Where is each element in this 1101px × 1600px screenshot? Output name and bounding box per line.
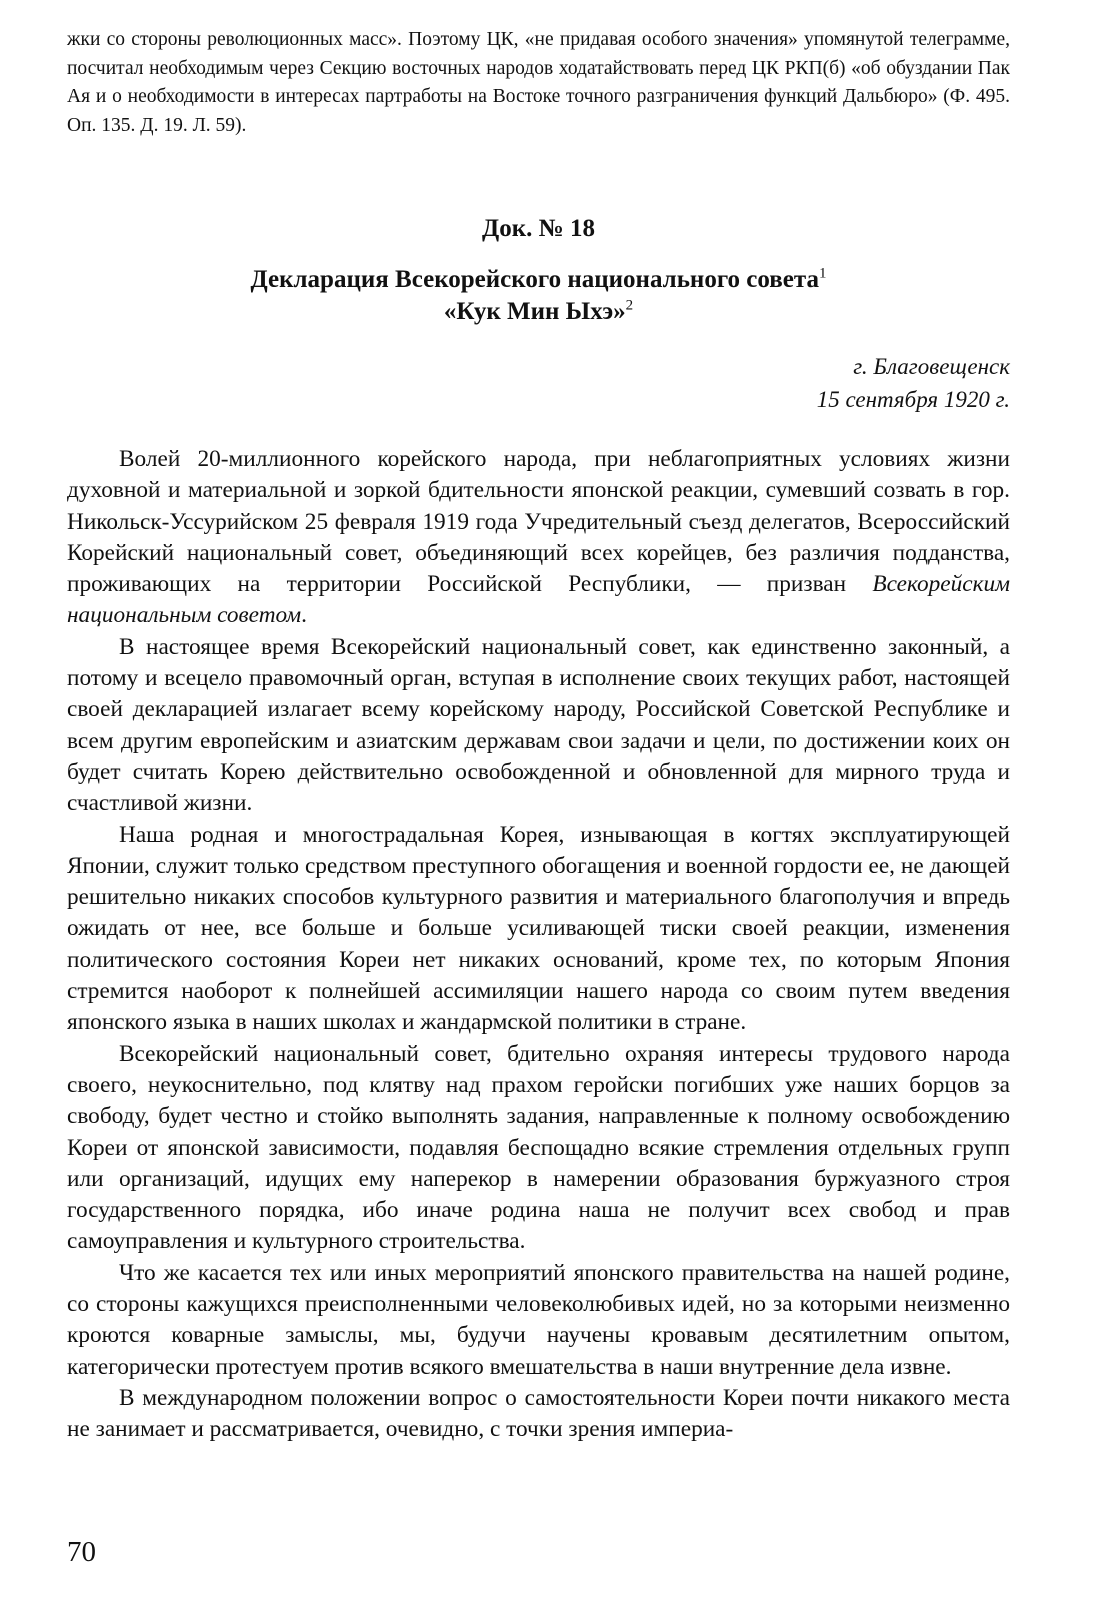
paragraph-6: В международном положении вопрос о самостоятельности Кореи почти никакого места не занимает и рассматривается, очевидно, с точки зрения империа- <box>67 1384 1010 1443</box>
document-page <box>67 26 1010 1446</box>
document-title-line-1 <box>67 264 1010 296</box>
document-title-line-2 <box>67 296 1010 328</box>
document-date: 15 сентября 1920 г. <box>816 387 1010 412</box>
document-place: г. Благовещенск <box>853 354 1010 379</box>
place-and-date <box>67 350 1010 416</box>
footnote-marker-1: 1 <box>818 265 827 282</box>
previous-document-footnote: жки со стороны революционных масс». Поэтому ЦК, «не придавая особого значения» упомянутой телеграмме, посчитал необходимым через Секцию восточных народов ходатайствовать перед ЦК РКП(б) «об обуздании Пак Ая и о необходимости в интересах партработы на Востоке точного разграничения функций Дальбюро» (Ф. 495. Оп. 135. Д. 19. Л. 59). <box>67 29 1010 136</box>
paragraph-1-emphasis: Всекорейским национальным советом <box>67 571 1010 629</box>
document-title <box>67 264 1010 328</box>
document-title-text-1: Декларация Всекорейского национального совета <box>250 266 819 293</box>
footnote-marker-2: 2 <box>625 297 634 314</box>
paragraph-5: Что же касается тех или иных мероприятий японского правительства на нашей родине, со стороны кажущихся преисполненными человеколюбивых идей, но за которыми неизменно кроются коварные замыслы, мы, будучи научены кровавым десятилетним опытом, категорически протестуем против всякого вмешательства в наши внутренние дела извне. <box>67 1259 1010 1380</box>
paragraph-1-tail: . <box>301 602 307 629</box>
document-title-text-2: «Кук Мин Ыхэ» <box>443 298 626 325</box>
paragraph-4: Всекорейский национальный совет, бдительно охраняя интересы трудового народа своего, неукоснительно, под клятву над прахом геройски погибших уже наших борцов за свободу, будет честно и стойко выполнять задания, направленные к полному освобождению Кореи от японской зависимости, подавляя беспощадно всякие стремления отдельных групп или организаций, идущих ему наперекор в намерении образования буржуазного строя государственного порядка, ибо иначе родина наша не получит всех свобод и прав самоуправления и культурного строительства. <box>67 1040 1010 1255</box>
paragraph-1 <box>67 444 1010 632</box>
paragraph-3: Наша родная и многострадальная Корея, изнывающая в когтях эксплуатирующей Японии, служит только средством преступного обогащения и военной гордости ее, не дающей решительно никаких способов культурного развития и материального благополучия и впредь ожидать от нее, все больше и больше усиливающей тиски своей реакции, изменения политического состояния Кореи нет никаких оснований, кроме тех, по которым Япония стремится наоборот к полнейшей ассимиляции нашего народа со своим путем введения японского языка в наших школах и жандармской политики в стране. <box>67 821 1010 1036</box>
page-number: 70 <box>67 1536 96 1568</box>
document-body <box>67 444 1010 1446</box>
paragraph-2: В настоящее время Всекорейский национальный совет, как единственно законный, а потому и всецело правомочный орган, вступая в исполнение своих текущих работ, настоящей своей декларацией излагает всему корейскому народу, Российской Советской Республике и всем другим европейским и азиатским державам свои задачи и цели, по достижении коих он будет считать Корею действительно освобожденной и обновленной для мирного труда и счастливой жизни. <box>67 633 1010 817</box>
paragraph-1-text: Волей 20-миллионного корейского народа, при неблагоприятных условиях жизни духовной и материальной и зоркой бдительности японской реакции, сумевший созвать в гор. Никольск-Уссурийском 25 февраля 1919 года Учредительный съезд делегатов, Всероссийский Корейский национальный совет, объединяющий всех корейцев, без различия подданства, проживающих на территории Российской Республики, — призван <box>67 446 1010 598</box>
document-number: Док. № 18 <box>482 215 595 242</box>
